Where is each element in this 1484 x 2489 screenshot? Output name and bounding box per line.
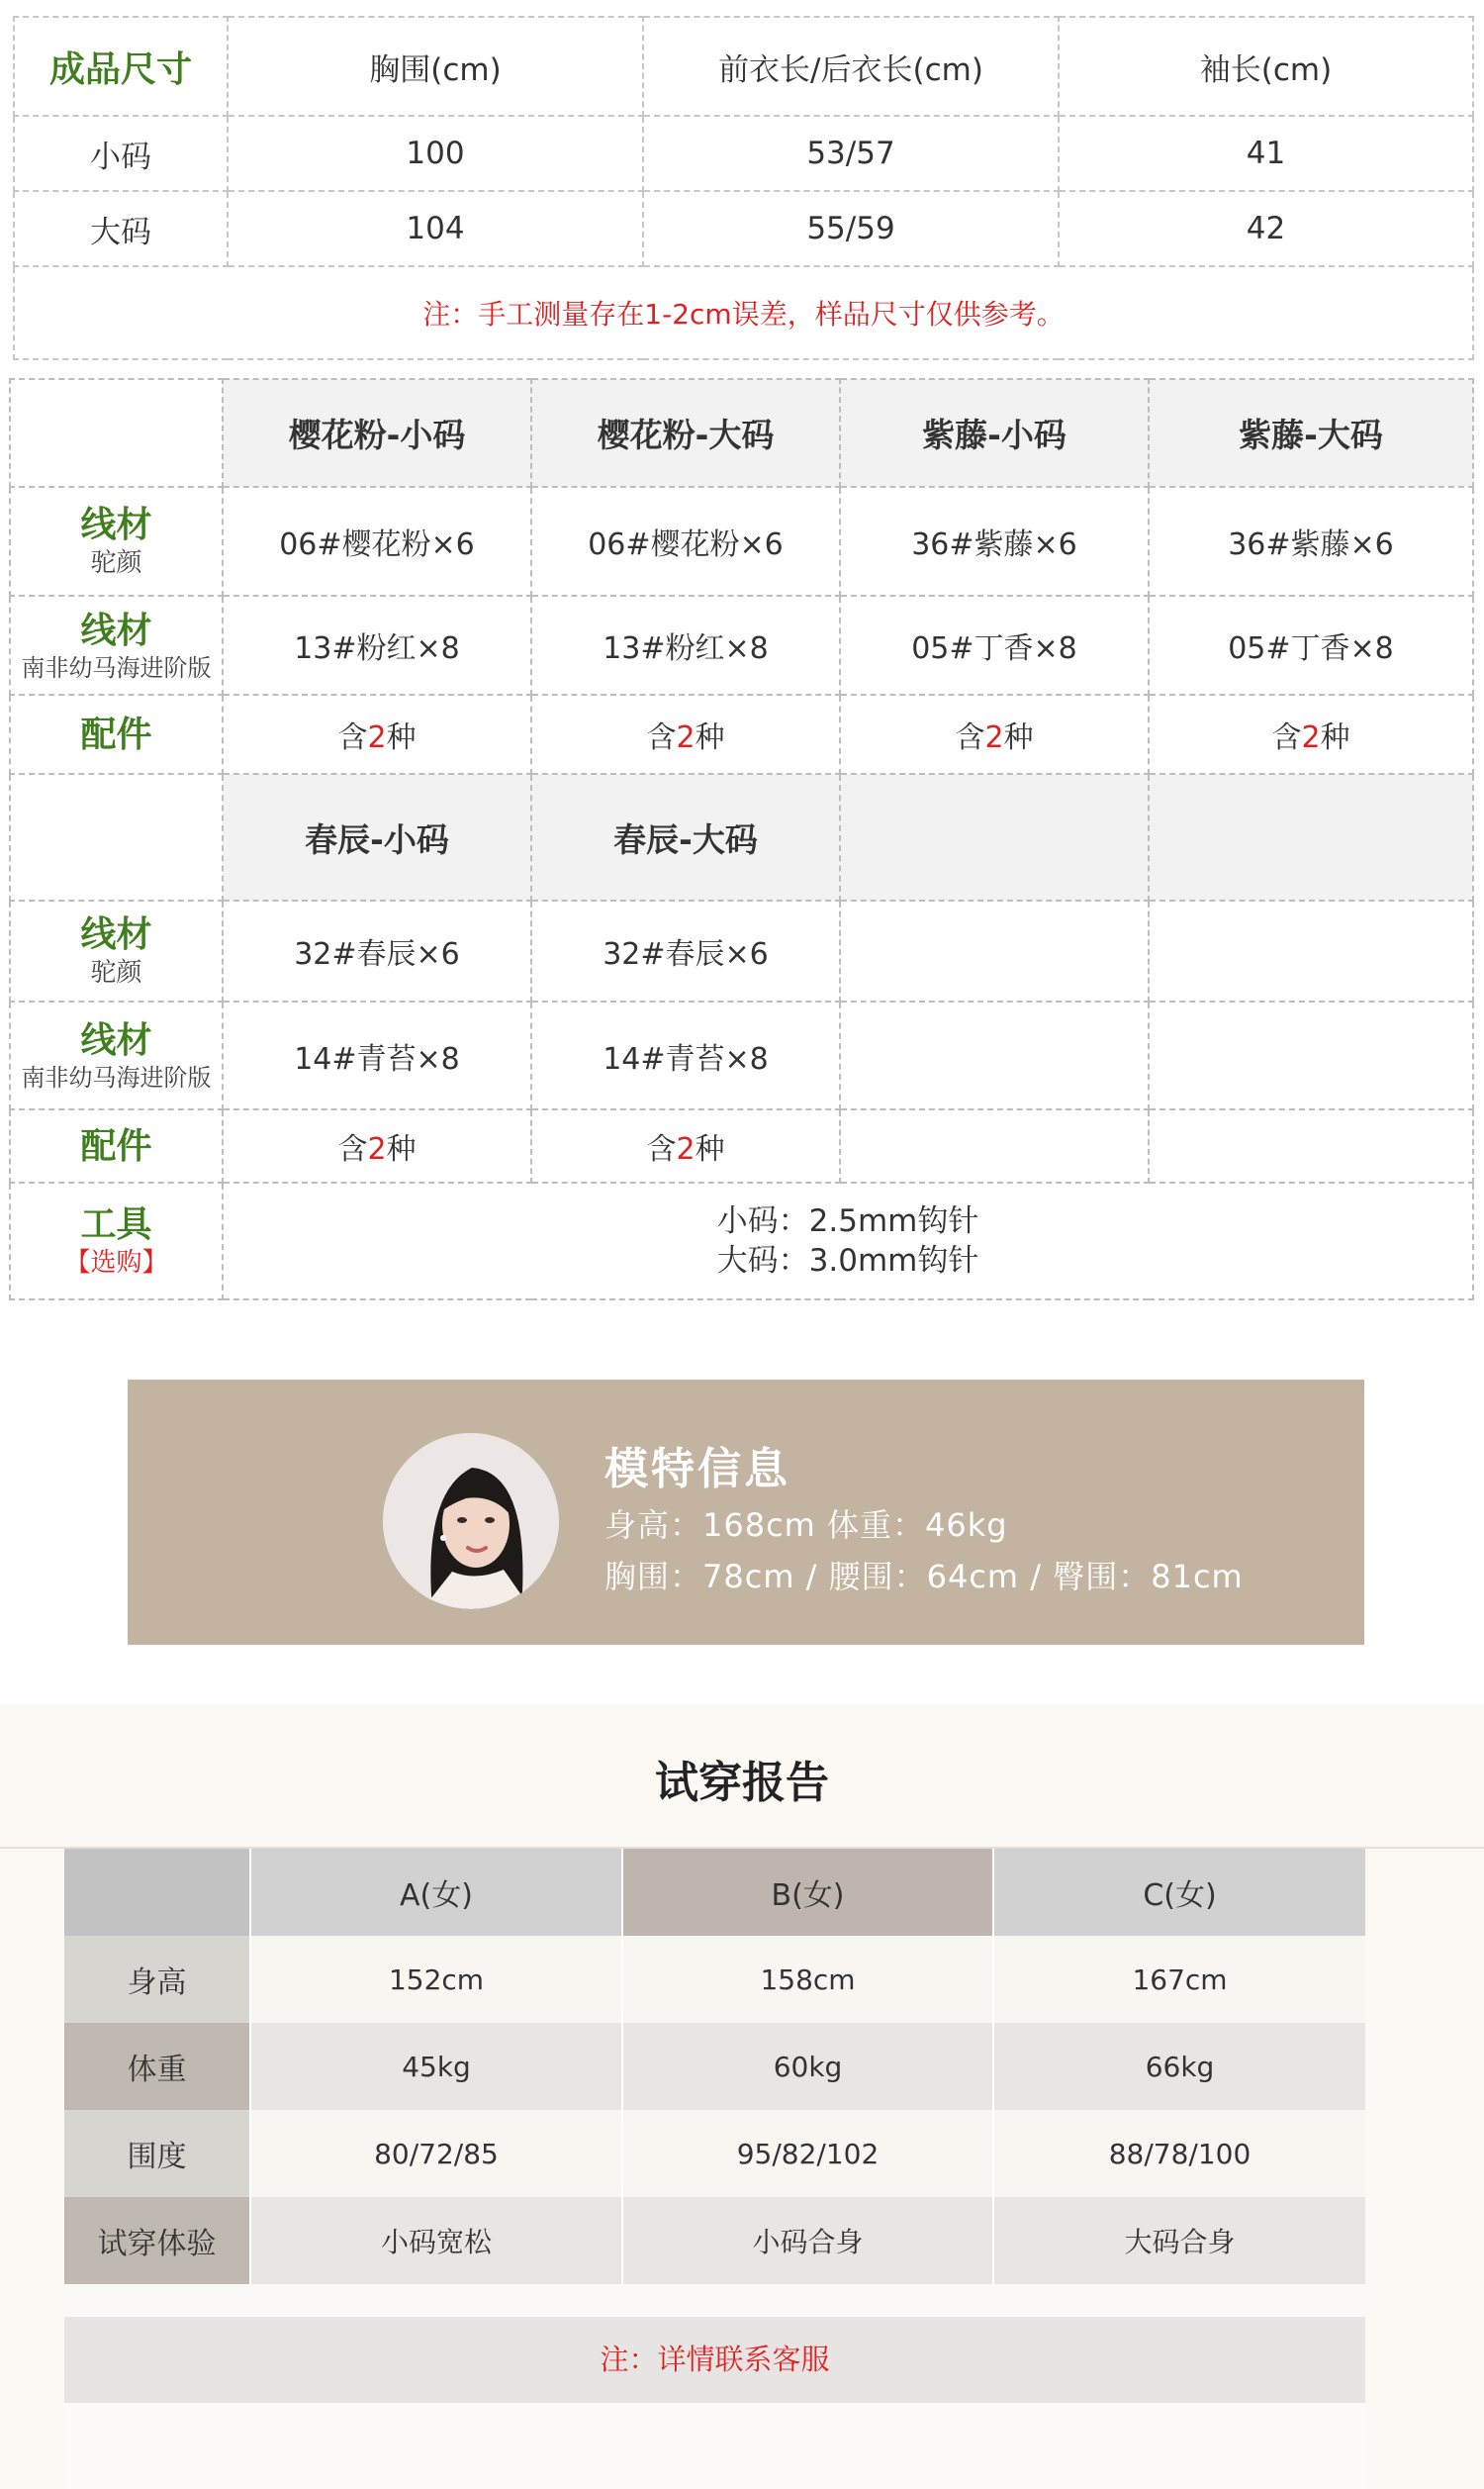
- report-note: 注：详情联系客服: [64, 2317, 1365, 2403]
- size-value: 55/59: [643, 191, 1059, 266]
- yarn-value: 13#粉红×8: [531, 596, 840, 695]
- size-header-sleeve: 袖长(cm): [1059, 17, 1473, 116]
- yarn1-row-2: [10, 901, 1473, 1002]
- yarn-label-cell: [10, 1002, 223, 1109]
- size-label: 小码: [14, 116, 228, 191]
- yarn-value: 06#樱花粉×6: [223, 487, 531, 596]
- report-cell: 80/72/85: [250, 2110, 622, 2197]
- size-value: 42: [1059, 191, 1473, 266]
- accessory-label: 配件: [80, 714, 152, 755]
- report-cell: 小码宽松: [250, 2197, 622, 2284]
- report-row-weight: [64, 2023, 1365, 2110]
- report-cell: 小码合身: [622, 2197, 993, 2284]
- size-value: 41: [1059, 116, 1473, 191]
- report-title: 试穿报告: [655, 1758, 829, 1808]
- blank-cell: [10, 379, 223, 487]
- size-note-row: [14, 266, 1473, 359]
- materials-header-row: [10, 379, 1473, 487]
- accessory-value: 含2种: [531, 695, 840, 774]
- yarn-sublabel: 驼颜: [90, 958, 142, 989]
- report-row-label: 体重: [64, 2023, 250, 2110]
- tools-label: 工具: [80, 1204, 152, 1246]
- report-row-height: [64, 1936, 1365, 2023]
- yarn2-row: [10, 596, 1473, 695]
- size-header-row: [14, 17, 1473, 116]
- yarn-label: 线材: [80, 914, 152, 956]
- blank-cell: [10, 774, 223, 901]
- report-cell: 95/82/102: [622, 2110, 993, 2197]
- tester-header: C(女): [993, 1849, 1365, 1936]
- size-row-small: [14, 116, 1473, 191]
- report-table: [64, 1849, 1365, 2284]
- blank-cell: [1149, 774, 1473, 901]
- tools-line: 大码：3.0mm钩针: [716, 1243, 979, 1279]
- model-height-weight: 身高：168cm 体重：46kg: [604, 1506, 1008, 1544]
- yarn-value: 05#丁香×8: [840, 596, 1149, 695]
- yarn-value: 32#春辰×6: [531, 901, 840, 1002]
- materials-header-row-2: [10, 774, 1473, 901]
- tester-header: B(女): [622, 1849, 993, 1936]
- variant-header: 紫藤-小码: [840, 379, 1149, 487]
- accessory-row-2: [10, 1109, 1473, 1183]
- yarn-value: 36#紫藤×6: [840, 487, 1149, 596]
- blank-cell: [1149, 1109, 1473, 1183]
- variant-header: 紫藤-大码: [1149, 379, 1473, 487]
- yarn-sublabel: 南非幼马海进阶版: [21, 1064, 212, 1092]
- yarn-value: 13#粉红×8: [223, 596, 531, 695]
- yarn-value: 05#丁香×8: [1149, 596, 1473, 695]
- yarn-label-cell: [10, 596, 223, 695]
- report-cell: 大码合身: [993, 2197, 1365, 2284]
- size-header-chest: 胸围(cm): [228, 17, 643, 116]
- report-row-experience: [64, 2197, 1365, 2284]
- blank-cell: [840, 901, 1149, 1002]
- yarn-label: 线材: [80, 1020, 152, 1061]
- size-table: [13, 16, 1474, 360]
- tools-value: [223, 1183, 1473, 1299]
- blank-cell: [840, 1002, 1149, 1109]
- report-header-row: [64, 1849, 1365, 1936]
- blank-cell: [64, 1849, 250, 1936]
- report-cell: 158cm: [622, 1936, 993, 2023]
- yarn-value: 36#紫藤×6: [1149, 487, 1473, 596]
- variant-header: 樱花粉-大码: [531, 379, 840, 487]
- spacer: [64, 2285, 1365, 2317]
- blank-cell: [840, 774, 1149, 901]
- spacer: [64, 2403, 1365, 2489]
- yarn-label: 线材: [80, 610, 152, 651]
- tools-buy-link[interactable]: 【选购】: [64, 1248, 168, 1279]
- report-cell: 88/78/100: [993, 2110, 1365, 2197]
- blank-cell: [1149, 901, 1473, 1002]
- size-value: 104: [228, 191, 643, 266]
- blank-cell: [1149, 1002, 1473, 1109]
- yarn-value: 32#春辰×6: [223, 901, 531, 1002]
- size-label: 大码: [14, 191, 228, 266]
- model-measurements: 胸围：78cm / 腰围：64cm / 臀围：81cm: [604, 1558, 1244, 1595]
- report-row-label: 围度: [64, 2110, 250, 2197]
- report-cell: 45kg: [250, 2023, 622, 2110]
- accessory-row: [10, 695, 1473, 774]
- report-cell: 167cm: [993, 1936, 1365, 2023]
- report-row-measurements: [64, 2110, 1365, 2197]
- yarn-value: 06#樱花粉×6: [531, 487, 840, 596]
- size-value: 100: [228, 116, 643, 191]
- tester-header: A(女): [250, 1849, 622, 1936]
- report-row-label: 试穿体验: [64, 2197, 250, 2284]
- tools-row: [10, 1183, 1473, 1299]
- size-table-title: 成品尺寸: [14, 17, 228, 116]
- yarn-sublabel: 驼颜: [90, 548, 142, 579]
- accessory-value: 含2种: [223, 695, 531, 774]
- variant-header: 春辰-大码: [531, 774, 840, 901]
- size-value: 53/57: [643, 116, 1059, 191]
- model-info-card: [128, 1380, 1364, 1645]
- materials-table: [9, 378, 1474, 1300]
- variant-header: 樱花粉-小码: [223, 379, 531, 487]
- report-row-label: 身高: [64, 1936, 250, 2023]
- report-cell: 152cm: [250, 1936, 622, 2023]
- accessory-value: 含2种: [223, 1109, 531, 1183]
- yarn-value: 14#青苔×8: [223, 1002, 531, 1109]
- tools-line: 小码：2.5mm钩针: [716, 1202, 979, 1239]
- yarn-sublabel: 南非幼马海进阶版: [21, 653, 212, 682]
- yarn-value: 14#青苔×8: [531, 1002, 840, 1109]
- model-title: 模特信息: [604, 1444, 790, 1494]
- yarn-label-cell: [10, 487, 223, 596]
- accessory-value: 含2种: [1149, 695, 1473, 774]
- report-cell: 60kg: [622, 2023, 993, 2110]
- blank-cell: [840, 1109, 1149, 1183]
- tools-label-cell: [10, 1183, 223, 1299]
- size-header-length: 前衣长/后衣长(cm): [643, 17, 1059, 116]
- variant-header: 春辰-小码: [223, 774, 531, 901]
- report-cell: 66kg: [993, 2023, 1365, 2110]
- accessory-label: 配件: [80, 1125, 152, 1167]
- yarn-label: 线材: [80, 505, 152, 546]
- accessory-value: 含2种: [840, 695, 1149, 774]
- yarn-label-cell: [10, 901, 223, 1002]
- size-note: 注：手工测量存在1-2cm误差，样品尺寸仅供参考。: [14, 266, 1473, 359]
- yarn2-row-2: [10, 1002, 1473, 1109]
- accessory-label-cell: [10, 1109, 223, 1183]
- accessory-label-cell: [10, 695, 223, 774]
- yarn1-row: [10, 487, 1473, 596]
- size-row-large: [14, 191, 1473, 266]
- model-portrait-icon: [383, 1433, 559, 1609]
- accessory-value: 含2种: [531, 1109, 840, 1183]
